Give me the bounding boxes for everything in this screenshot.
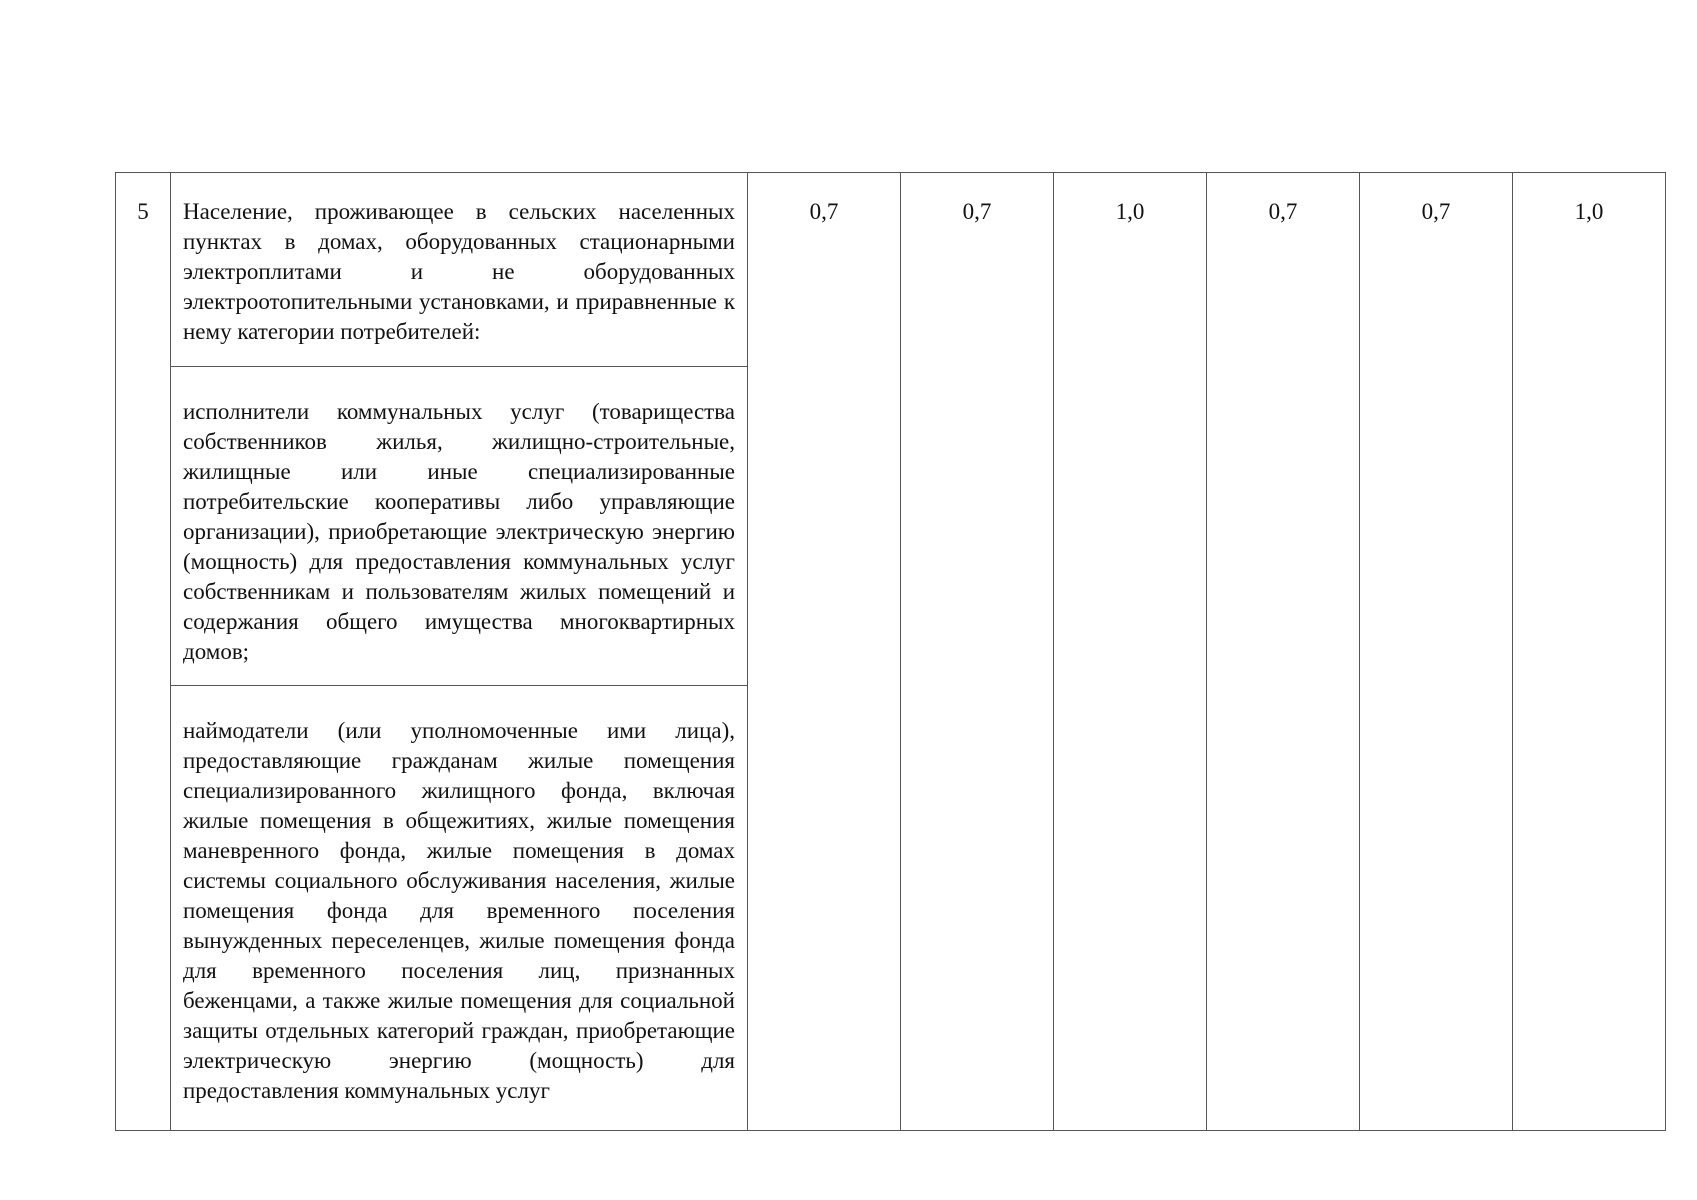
value-cell-2 [901, 173, 1054, 1131]
coefficient-value: 1,0 [1574, 199, 1604, 224]
tariff-table [115, 172, 1666, 1131]
description-cell-landlords [171, 686, 748, 1131]
row-number: 5 [137, 199, 149, 224]
description-cell-utility-providers [171, 367, 748, 686]
value-cell-6 [1513, 173, 1666, 1131]
row-number-cell [116, 173, 171, 1131]
description-text: наймодатели (или уполномоченные ими лица), предоставляющие гражданам жилые помещения специализированного жилищного фонда, включая жилые помещения в общежитиях, жилые помещения маневренного фонда, жилые помещения в домах системы социального обслуживания населения, жилые помещения фонда для временного поселения вынужденных переселенцев, жилые помещения фонда для временного поселения лиц, признанных беженцами, а также жилые помещения для социальной защиты отдельных категорий граждан, приобретающие электрическую энергию (мощность) для предоставления коммунальных услуг [183, 718, 735, 1103]
coefficient-value: 0,7 [1421, 199, 1451, 224]
description-text: Население, проживающее в сельских населенных пунктах в домах, оборудованных стационарными электроплитами и не оборудованных электроотопительными установками, и приравненные к нему категории потребителей: [183, 199, 735, 344]
value-cell-4 [1207, 173, 1360, 1131]
coefficient-value: 0,7 [962, 199, 992, 224]
coefficient-value: 0,7 [809, 199, 839, 224]
coefficient-value: 0,7 [1268, 199, 1298, 224]
coefficient-value: 1,0 [1115, 199, 1145, 224]
value-cell-5 [1360, 173, 1513, 1131]
value-cell-3 [1054, 173, 1207, 1131]
description-text: исполнители коммунальных услуг (товарищества собственников жилья, жилищно-строительные, жилищные или иные специализированные потребительские кооперативы либо управляющие организации), приобретающие электрическую энергию (мощность) для предоставления коммунальных услуг собственникам и пользователям жилых помещений и содержания общего имущества многоквартирных домов; [183, 399, 735, 664]
description-cell-population [171, 173, 748, 367]
value-cell-1 [748, 173, 901, 1131]
